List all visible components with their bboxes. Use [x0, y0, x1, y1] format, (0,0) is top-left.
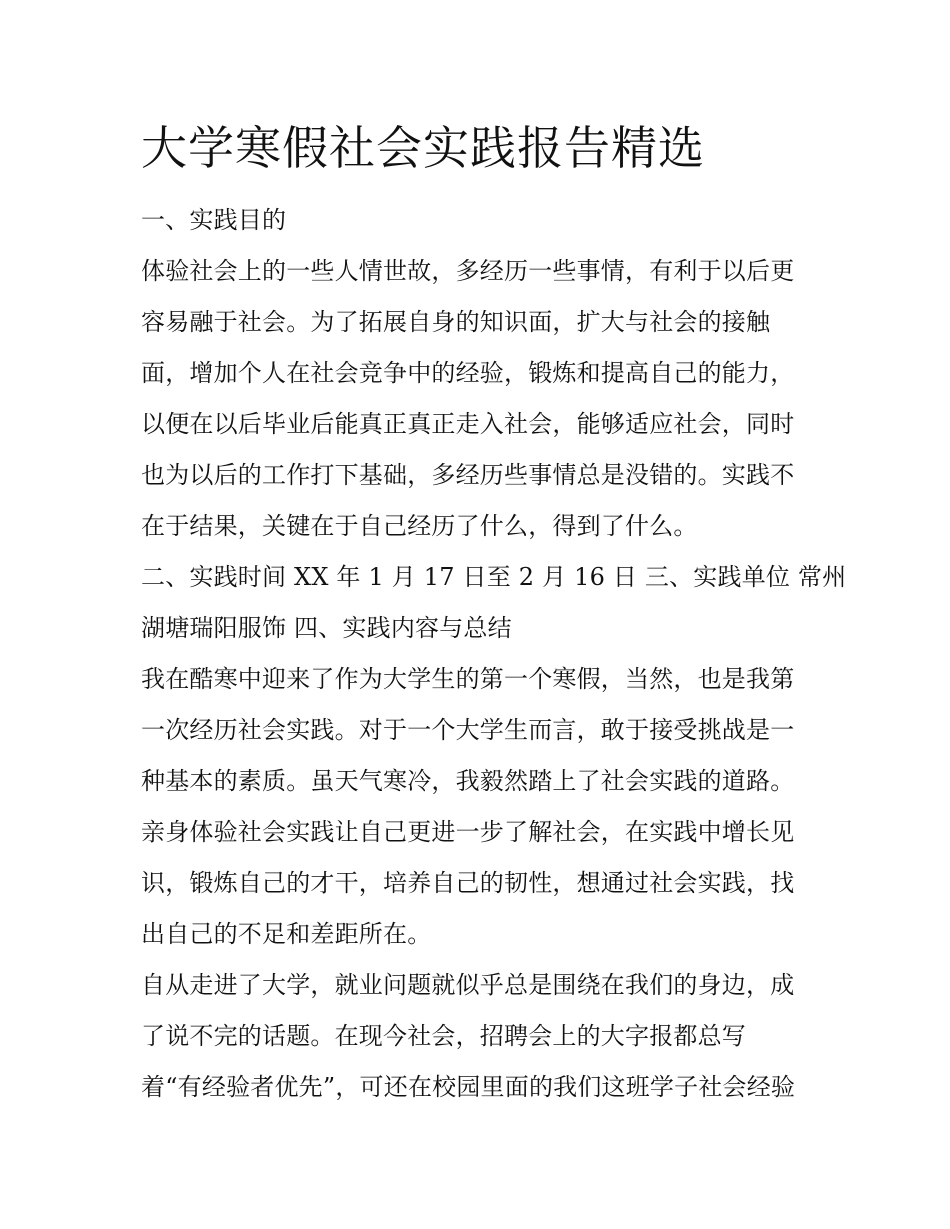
paragraph-line: 体验社会上的一些人情世故，多经历一些事情，有利于以后更: [141, 257, 795, 285]
paragraph-line: 容易融于社会。为了拓展自身的知识面，扩大与社会的接触: [141, 308, 771, 336]
paragraph-line: 亲身体验社会实践让自己更进一步了解社会，在实践中增长见: [141, 818, 795, 846]
section-heading-purpose: 一、实践目的: [141, 206, 287, 234]
paragraph-line: 着“有经验者优先”，可还在校园里面的我们这班学子社会经验: [141, 1073, 796, 1101]
paragraph-line: 以便在以后毕业后能真正真正走入社会，能够适应社会，同时: [141, 410, 795, 438]
paragraph-line: 也为以后的工作打下基础，多经历些事情总是没错的。实践不: [141, 461, 795, 489]
paragraph-line: 一次经历社会实践。对于一个大学生而言，敢于接受挑战是一: [141, 716, 795, 744]
section-heading-content: 湖塘瑞阳服饰 四、实践内容与总结: [141, 614, 512, 642]
paragraph-line: 识，锻炼自己的才干，培养自己的韧性，想通过社会实践，找: [141, 869, 795, 897]
document-title: 大学寒假社会实践报告精选: [141, 121, 705, 175]
paragraph-line: 了说不完的话题。在现今社会，招聘会上的大字报都总写: [141, 1022, 746, 1050]
paragraph-line: 在于结果，关键在于自己经历了什么，得到了什么。: [141, 512, 698, 540]
paragraph-line: 面，增加个人在社会竞争中的经验，锻炼和提高自己的能力，: [141, 359, 795, 387]
paragraph-line: 出自己的不足和差距所在。: [141, 920, 432, 948]
paragraph-line: 我在酷寒中迎来了作为大学生的第一个寒假，当然，也是我第: [141, 665, 795, 693]
section-heading-time-unit: 二、实践时间 XX 年 1 月 17 日至 2 月 16 日 三、实践单位 常州: [141, 563, 847, 591]
paragraph-line: 自从走进了大学，就业问题就似乎总是围绕在我们的身边，成: [141, 971, 795, 999]
paragraph-line: 种基本的素质。虽天气寒冷，我毅然踏上了社会实践的道路。: [141, 767, 795, 795]
